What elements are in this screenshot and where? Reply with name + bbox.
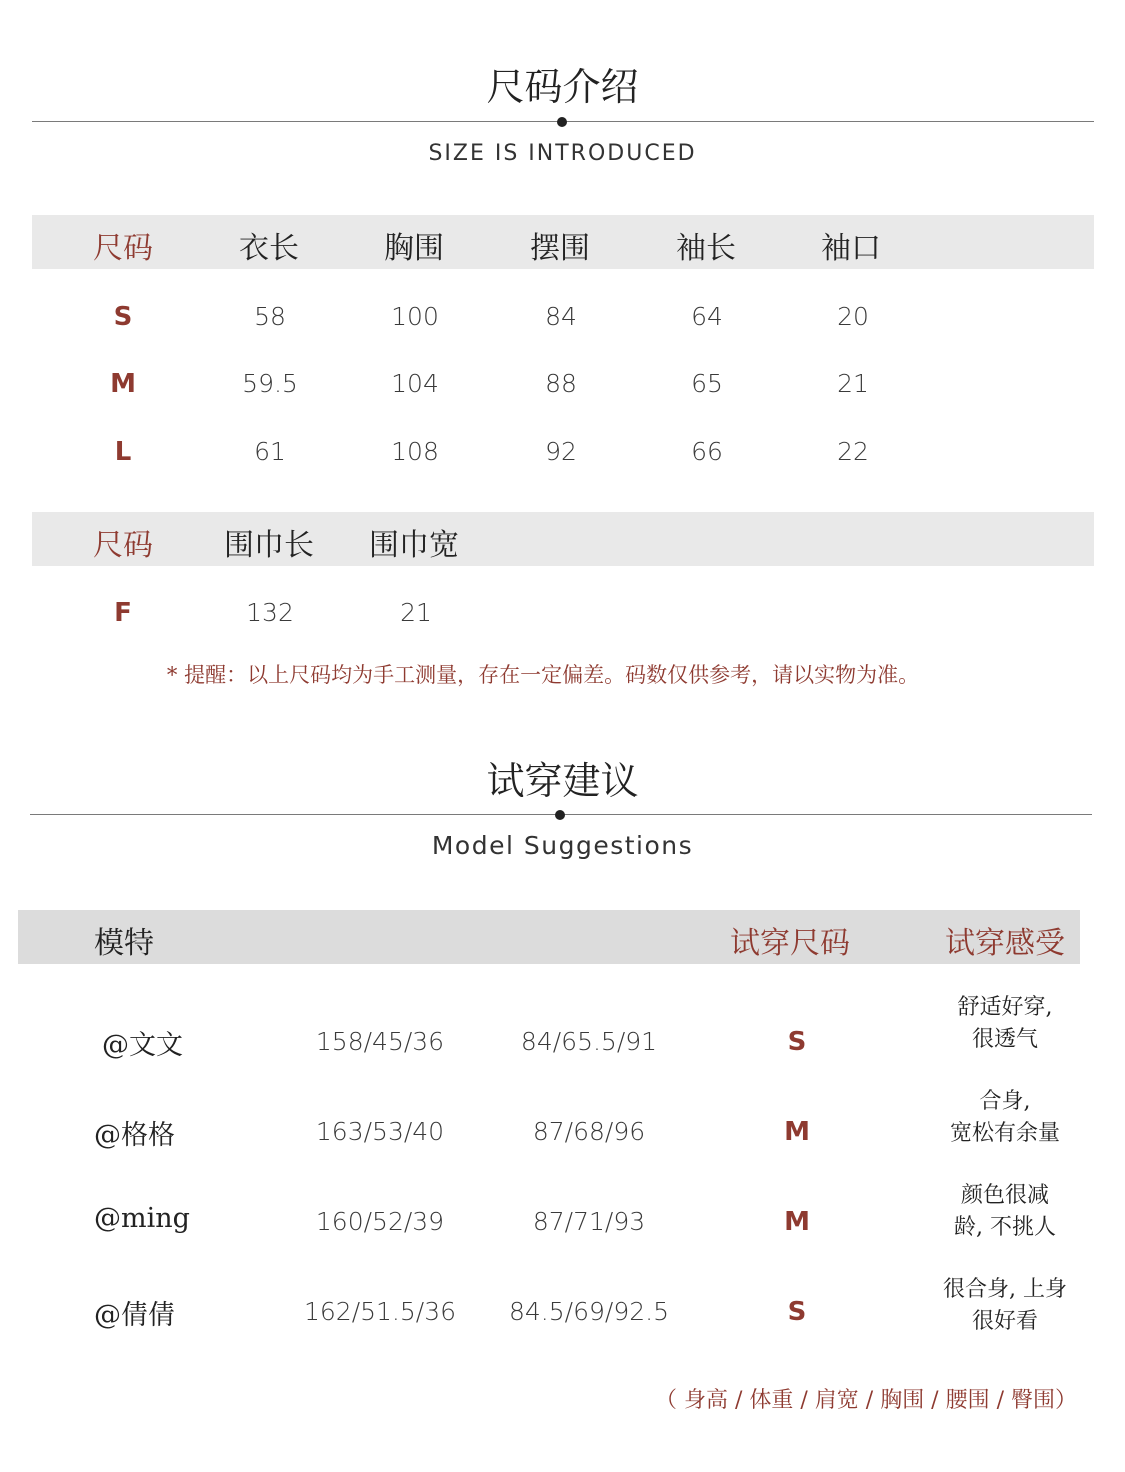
table-cell: 22 — [837, 437, 869, 466]
model-bust-waist-hip: 84.5/69/92.5 — [509, 1297, 669, 1326]
header-scarf-length: 围巾长 — [224, 528, 314, 563]
model-bust-waist-hip: 87/71/93 — [532, 1207, 646, 1236]
measurement-legend: （ 身高 / 体重 / 肩宽 / 胸围 / 腰围 / 臀围） — [655, 1388, 1077, 1413]
header-size: 尺码 — [93, 528, 153, 563]
header-bust: 胸围 — [384, 231, 444, 266]
table-cell: 104 — [391, 369, 439, 398]
table-cell: 64 — [691, 302, 723, 331]
size-label: S — [113, 302, 133, 332]
header-scarf-width: 围巾宽 — [369, 528, 459, 563]
model-feel-line: 合身, — [979, 1089, 1031, 1114]
model-feel-line: 很合身, 上身 — [943, 1277, 1067, 1302]
table-cell: 58 — [254, 302, 286, 331]
table-cell: 65 — [691, 369, 723, 398]
model-feel — [943, 1274, 1067, 1338]
divider-dot — [557, 117, 567, 127]
table-cell: 21 — [837, 369, 869, 398]
size-section-title: 尺码介绍 — [486, 65, 639, 109]
model-table-header-band — [18, 910, 1080, 964]
table-cell: 66 — [691, 437, 723, 466]
size-note: * 提醒：以上尺码均为手工测量，存在一定偏差。码数仅供参考，请以实物为准。 — [166, 663, 920, 687]
header-trial-size: 试穿尺码 — [730, 926, 850, 961]
table-cell: 92 — [545, 437, 577, 466]
header-trial-feel: 试穿感受 — [945, 926, 1065, 961]
model-bust-waist-hip: 87/68/96 — [532, 1117, 646, 1146]
table-cell: 88 — [545, 369, 577, 398]
model-name: @ming — [94, 1203, 190, 1234]
header-length: 衣长 — [239, 231, 299, 266]
model-section-title: 试穿建议 — [486, 759, 639, 803]
scarf-table-header-band — [32, 512, 1094, 566]
header-cuff: 袖口 — [821, 231, 881, 266]
table-cell: 132 — [246, 598, 294, 627]
model-feel-line: 舒适好穿, — [957, 995, 1053, 1020]
table-cell: 100 — [391, 302, 439, 331]
model-height-weight-shoulder: 163/53/40 — [315, 1117, 445, 1146]
size-label: M — [110, 369, 136, 399]
model-section-subtitle: Model Suggestions — [431, 831, 694, 860]
model-feel-line: 龄, 不挑人 — [954, 1215, 1056, 1240]
model-size: S — [787, 1297, 807, 1327]
model-feel-line: 宽松有余量 — [949, 1121, 1061, 1146]
model-feel-line: 很透气 — [971, 1027, 1038, 1052]
size-label: L — [114, 437, 132, 467]
model-height-weight-shoulder: 160/52/39 — [315, 1207, 445, 1236]
size-section-subtitle: SIZE IS INTRODUCED — [428, 141, 697, 166]
model-feel — [958, 992, 1053, 1056]
model-name: @格格 — [94, 1120, 175, 1151]
model-feel — [950, 1086, 1060, 1150]
table-cell: 108 — [391, 437, 439, 466]
model-height-weight-shoulder: 162/51.5/36 — [303, 1297, 457, 1326]
header-hem: 摆围 — [530, 231, 590, 266]
header-size: 尺码 — [93, 231, 153, 266]
table-cell: 59.5 — [242, 369, 298, 398]
divider-dot — [555, 810, 565, 820]
model-name: @倩倩 — [94, 1300, 175, 1331]
model-height-weight-shoulder: 158/45/36 — [315, 1027, 445, 1056]
model-feel-line: 颜色很减 — [960, 1183, 1049, 1208]
size-label: F — [114, 598, 132, 628]
model-size: M — [784, 1117, 810, 1147]
table-cell: 20 — [837, 302, 869, 331]
model-feel-line: 很好看 — [971, 1309, 1038, 1334]
model-name: @文文 — [102, 1030, 183, 1061]
header-sleeve-length: 袖长 — [676, 231, 736, 266]
header-model: 模特 — [94, 926, 154, 961]
table-cell: 21 — [400, 598, 432, 627]
model-bust-waist-hip: 84/65.5/91 — [520, 1027, 658, 1056]
table-cell: 61 — [254, 437, 286, 466]
model-size: S — [787, 1027, 807, 1057]
model-feel — [954, 1180, 1056, 1244]
table-cell: 84 — [545, 302, 577, 331]
model-size: M — [784, 1207, 810, 1237]
